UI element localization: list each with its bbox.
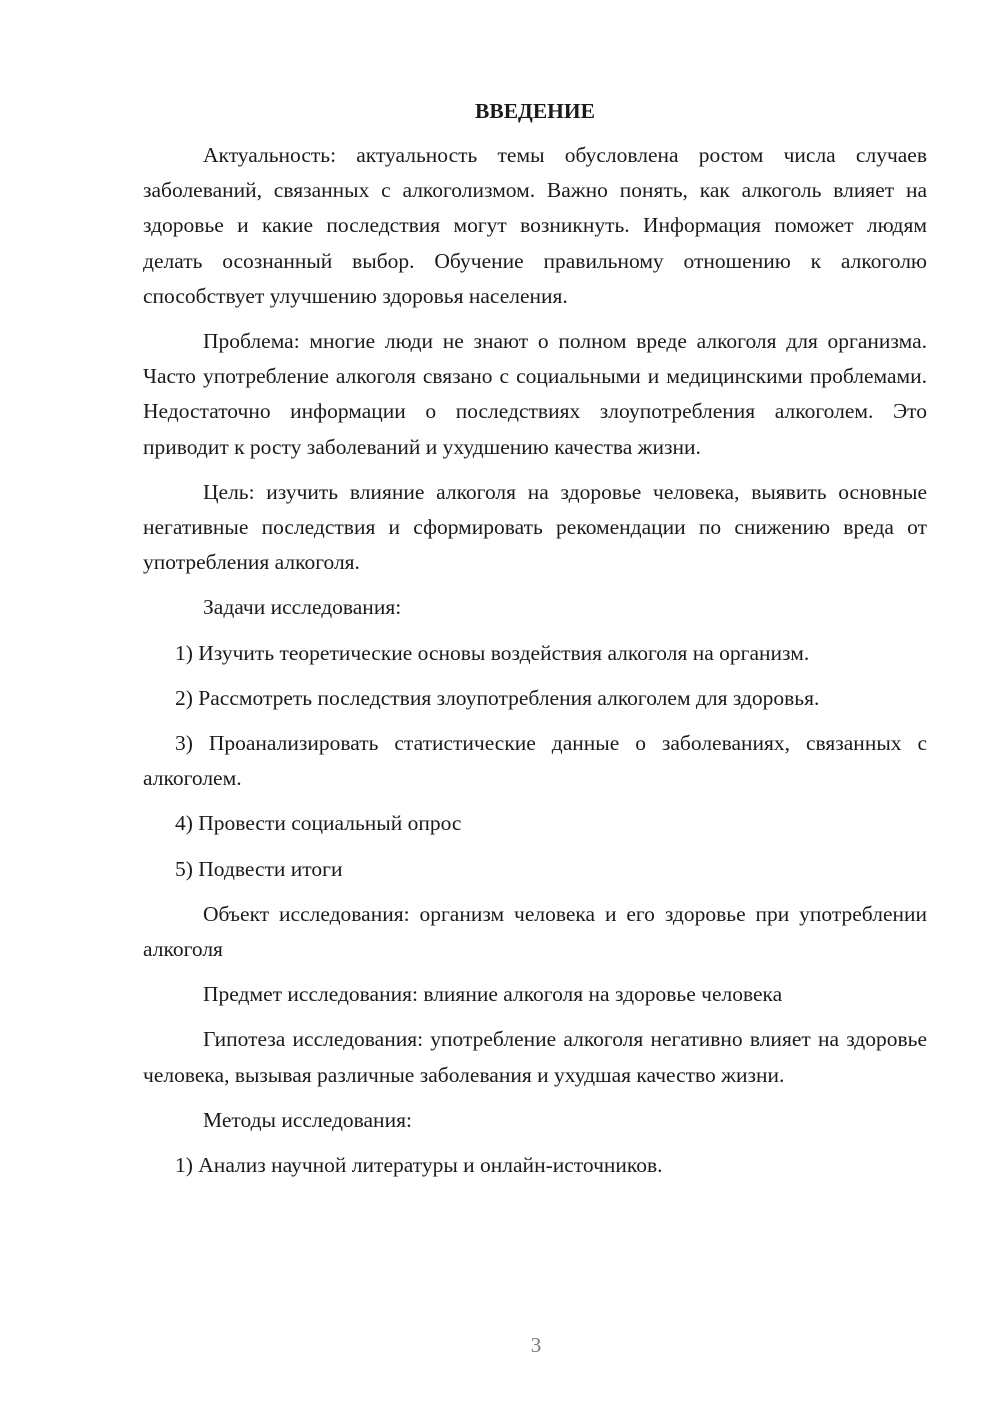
object-paragraph: Объект исследования: организм человека и его здоровье при употреблении алкоголя <box>143 901 927 962</box>
task-item: 4) Провести социальный опрос <box>175 811 462 836</box>
tasks-heading: Задачи исследования: <box>203 595 402 620</box>
page-title: ВВЕДЕНИЕ <box>475 99 595 123</box>
page-content <box>143 96 927 1193</box>
hypothesis-paragraph: Гипотеза исследования: употребление алкоголя негативно влияет на здоровье человека, вызывая различные заболевания и ухудшая качество жизни. <box>143 1027 927 1087</box>
methods-heading: Методы исследования: <box>203 1107 412 1132</box>
page-number: 3 <box>530 1333 542 1357</box>
method-item: 1) Анализ научной литературы и онлайн-источников. <box>175 1153 663 1178</box>
task-item: 1) Изучить теоретические основы воздействия алкоголя на организм. <box>175 640 810 665</box>
problem-paragraph: Проблема: многие люди не знают о полном вреде алкоголя для организма. Часто употребление алкоголя связано с социальными и медицинскими проблемами. Недостаточно информации о последствиях злоупотребления алкоголем. Это приводит к росту заболеваний и ухудшению качества жизни. <box>143 329 927 459</box>
subject-paragraph: Предмет исследования: влияние алкоголя на здоровье человека <box>203 982 783 1007</box>
goal-paragraph: Цель: изучить влияние алкоголя на здоровье человека, выявить основные негативные последствия и сформировать рекомендации по снижению вреда от употребления алкоголя. <box>143 479 927 575</box>
relevance-paragraph: Актуальность: актуальность темы обусловлена ростом числа случаев заболеваний, связанных с алкоголизмом. Важно понять, как алкоголь влияет на здоровье и какие последствия могут возникнуть. Информация поможет людям делать осознанный выбор. Обучение правильному отношению к алкоголю способствует улучшению здоровья населения. <box>143 143 927 308</box>
task-item: 5) Подвести итоги <box>175 856 343 881</box>
task-item: 2) Рассмотреть последствия злоупотребления алкоголем для здоровья. <box>175 685 820 710</box>
task-item: 3) Проанализировать статистические данные о заболеваниях, связанных с алкоголем. <box>143 731 927 791</box>
